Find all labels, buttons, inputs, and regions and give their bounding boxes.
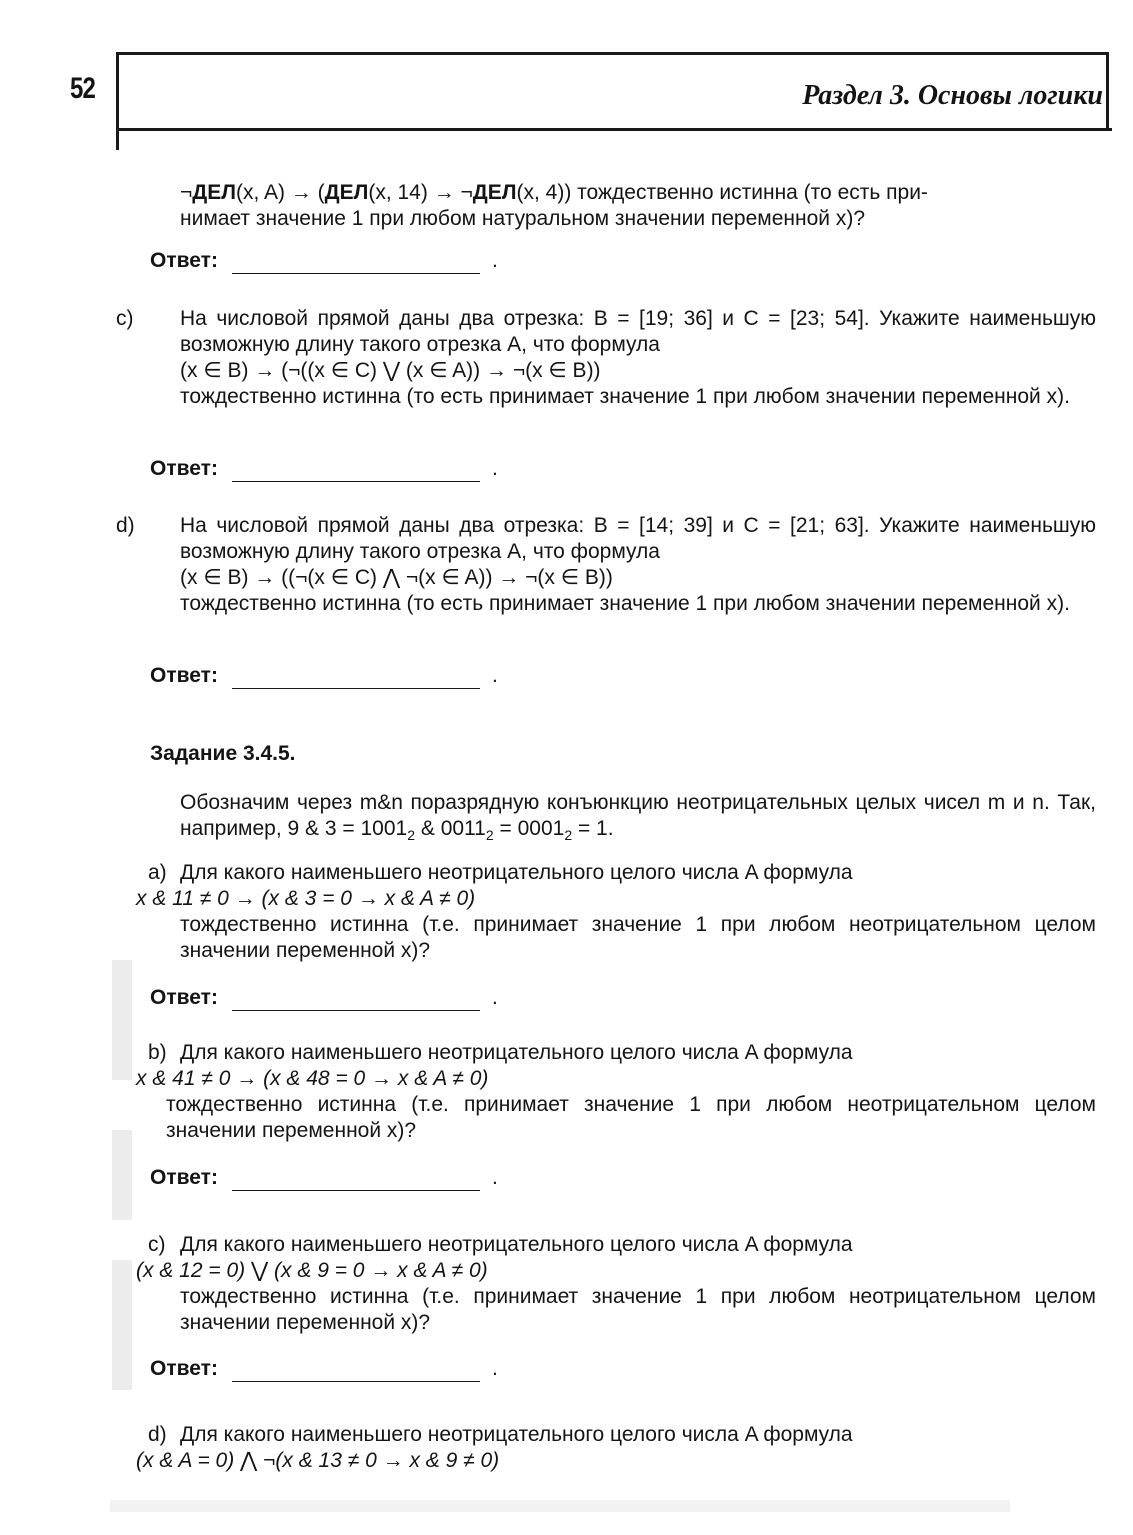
answer-label: Ответ: xyxy=(150,457,218,480)
part-c-formula: (x ∈ B) → (¬((x ∈ C) ⋁ (x ∈ A)) → ¬(x ∈ B)) xyxy=(180,359,601,382)
item-label: d) xyxy=(116,514,135,537)
answer-row xyxy=(150,1165,498,1191)
answer-field[interactable] xyxy=(232,668,480,689)
part-c-statement xyxy=(116,306,1096,358)
answer-row xyxy=(150,456,498,482)
answer-dot: . xyxy=(491,1166,498,1189)
header-stub xyxy=(116,128,119,150)
formula-part: (x, 4)) тождественно истинна (то есть при- xyxy=(516,181,928,204)
top-question-line2: нимает значение 1 при любом натуральном значении переменной x)? xyxy=(180,207,866,230)
part-d-formula: (x ∈ B) → ((¬(x ∈ C) ⋀ ¬(x ∈ A)) → ¬(x ∈ B)) xyxy=(180,566,613,589)
answer-field[interactable] xyxy=(232,1170,480,1191)
formula-part: (x, 14) → ¬ xyxy=(368,181,473,204)
task-b-statement xyxy=(148,1040,1096,1066)
task-d xyxy=(136,1422,1096,1474)
intro-part: & 0011 xyxy=(415,817,486,840)
intro-part: = 1. xyxy=(572,817,614,840)
answer-dot: . xyxy=(491,664,498,687)
task-a-text: Для какого наименьшего неотрицательного целого числа A формула xyxy=(180,861,853,884)
part-d-statement xyxy=(116,513,1096,565)
answer-dot: . xyxy=(491,1357,498,1380)
answer-row xyxy=(150,1356,498,1382)
task-heading: Задание 3.4.5. xyxy=(150,742,296,765)
task-c-formula: (x & 12 = 0) ⋁ (x & 9 = 0 → x & A ≠ 0) xyxy=(136,1259,488,1282)
answer-field[interactable] xyxy=(232,1361,480,1382)
subscript: 2 xyxy=(564,827,573,844)
answer-field[interactable] xyxy=(232,990,480,1011)
func-del: ДЕЛ xyxy=(472,181,517,204)
answer-dot: . xyxy=(491,249,498,272)
answer-dot: . xyxy=(491,986,498,1009)
task-b-text: Для какого наименьшего неотрицательного целого числа A формула xyxy=(180,1041,853,1064)
part-c-text: На числовой прямой даны два отрезка: B = [19; 36] и C = [23; 54]. Укажите наименьшую возможную длину такого отрезка A, что формула xyxy=(180,307,1096,356)
answer-row xyxy=(150,663,498,689)
section-title: Раздел 3. Основы логики xyxy=(802,80,1103,111)
func-del: ДЕЛ xyxy=(192,181,236,204)
task-b xyxy=(136,1040,1096,1144)
task-a-statement xyxy=(148,860,1096,886)
task-b-condition: тождественно истинна (т.е. принимает значение 1 при любом неотрицательном целом значении переменной x)? xyxy=(166,1093,1096,1142)
part-c-condition: тождественно истинна (то есть принимает значение 1 при любом значении переменной x). xyxy=(180,385,1070,408)
item-label: c) xyxy=(116,307,134,330)
intro-part: Обозначим через m&n поразрядную конъюнкцию неотрицательных целых чисел m и n. Так, например, 9 & 3 = 1001 xyxy=(180,791,1096,840)
item-label: d) xyxy=(148,1423,167,1446)
formula-part: (x, A) → ( xyxy=(235,181,325,204)
not-symbol: ¬ xyxy=(180,181,193,204)
top-question-line1 xyxy=(180,180,1096,206)
subscript: 2 xyxy=(485,827,494,844)
task-intro xyxy=(180,790,1096,842)
task-intro-text xyxy=(180,790,1096,842)
top-question xyxy=(180,180,1096,232)
task-b-formula: x & 41 ≠ 0 → (x & 48 = 0 → x & A ≠ 0) xyxy=(136,1067,489,1090)
task-d-statement xyxy=(148,1422,1096,1448)
answer-row xyxy=(150,985,498,1011)
scan-smudge xyxy=(110,1500,1010,1512)
task-c-text: Для какого наименьшего неотрицательного целого числа A формула xyxy=(180,1233,853,1256)
page-number: 52 xyxy=(70,72,96,105)
answer-label: Ответ: xyxy=(150,1166,218,1189)
answer-label: Ответ: xyxy=(150,986,218,1009)
task-d-formula: (x & A = 0) ⋀ ¬(x & 13 ≠ 0 → x & 9 ≠ 0) xyxy=(136,1449,500,1472)
part-c xyxy=(116,306,1096,410)
task-c xyxy=(136,1232,1096,1336)
task-a-formula: x & 11 ≠ 0 → (x & 3 = 0 → x & A ≠ 0) xyxy=(136,887,476,910)
part-d xyxy=(116,513,1096,617)
scan-smudge xyxy=(112,1260,132,1390)
task-c-condition: тождественно истинна (т.е. принимает значение 1 при любом неотрицательном целом значении переменной x)? xyxy=(180,1285,1096,1334)
scan-smudge xyxy=(112,960,132,1080)
task-a-condition: тождественно истинна (т.е. принимает значение 1 при любом неотрицательном целом значении переменной x)? xyxy=(180,913,1096,962)
answer-label: Ответ: xyxy=(150,249,218,272)
func-del: ДЕЛ xyxy=(324,181,369,204)
answer-field[interactable] xyxy=(232,253,480,274)
answer-label: Ответ: xyxy=(150,1357,218,1380)
intro-part: = 0001 xyxy=(493,817,565,840)
answer-field[interactable] xyxy=(232,461,480,482)
subscript: 2 xyxy=(407,827,416,844)
item-label: b) xyxy=(148,1041,167,1064)
part-d-text: На числовой прямой даны два отрезка: B = [14; 39] и C = [21; 63]. Укажите наименьшую возможную длину такого отрезка A, что формула xyxy=(180,514,1096,563)
item-label: c) xyxy=(148,1233,166,1256)
item-label: a) xyxy=(148,861,167,884)
answer-dot: . xyxy=(491,457,498,480)
part-d-condition: тождественно истинна (то есть принимает значение 1 при любом значении переменной x). xyxy=(180,592,1070,615)
answer-label: Ответ: xyxy=(150,664,218,687)
answer-row xyxy=(150,248,498,274)
header-rule xyxy=(116,128,1112,131)
scan-smudge xyxy=(112,1130,132,1220)
task-c-statement xyxy=(148,1232,1096,1258)
task-a xyxy=(136,860,1096,964)
task-d-text: Для какого наименьшего неотрицательного целого числа A формула xyxy=(180,1423,853,1446)
